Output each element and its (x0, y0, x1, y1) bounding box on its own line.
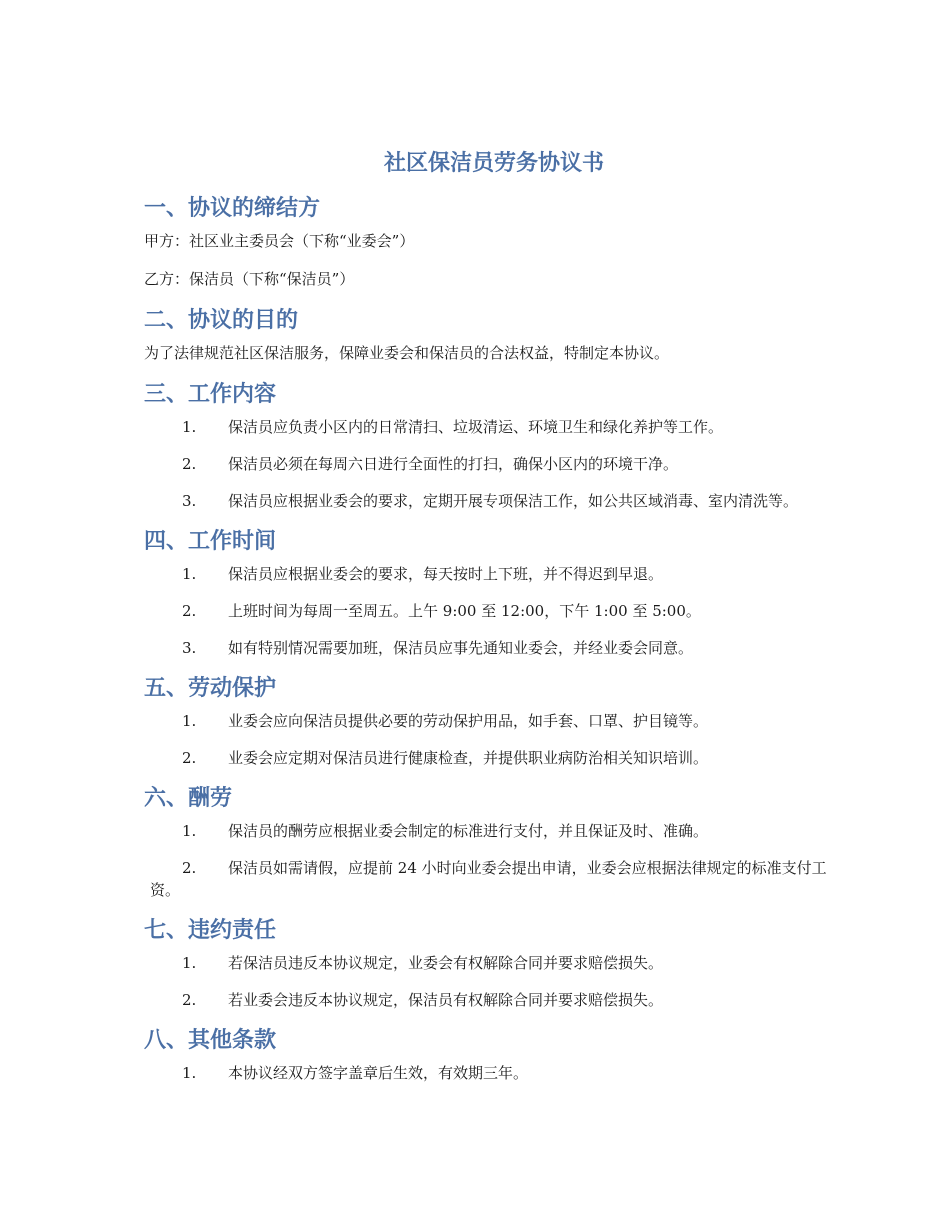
list-item (144, 952, 844, 974)
list-item-text: 业委会应定期对保洁员进行健康检查，并提供职业病防治相关知识培训。 (228, 749, 709, 767)
list-item (144, 490, 844, 512)
list-item (144, 989, 844, 1011)
list-item-text: 若保洁员违反本协议规定，业委会有权解除合同并要求赔偿损失。 (228, 954, 664, 972)
document-title: 社区保洁员劳务协议书 (383, 151, 604, 176)
section-heading: 七、违约责任 (144, 918, 277, 943)
section-heading: 八、其他条款 (144, 1028, 277, 1053)
list-item (144, 857, 844, 901)
purpose-paragraph: 为了法律规范社区保洁服务，保障业委会和保洁员的合法权益，特制定本协议。 (144, 344, 670, 362)
list-item (144, 416, 844, 438)
list-item (144, 820, 844, 842)
list-item-number: 1. (182, 1064, 197, 1082)
list-item (144, 600, 844, 622)
list-item (144, 453, 844, 475)
list-item-number: 1. (182, 712, 197, 730)
numbered-list (144, 563, 844, 659)
list-item-text: 保洁员如需请假，应提前 24 小时向业委会提出申请，业委会应根据法律规定的标准支付工资。 (150, 859, 827, 899)
list-item (144, 563, 844, 585)
list-item-text: 保洁员应根据业委会的要求，定期开展专项保洁工作，如公共区域消毒、室内清洗等。 (228, 492, 799, 510)
section-heading: 六、酬劳 (144, 786, 233, 811)
list-item-number: 1. (182, 565, 197, 583)
list-item-text: 上班时间为每周一至周五。上午 9:00 至 12:00，下午 1:00 至 5:00。 (228, 602, 701, 620)
list-item-number: 1. (182, 822, 197, 840)
numbered-list (144, 710, 844, 769)
document-page (144, 148, 844, 1099)
numbered-list (144, 1062, 844, 1084)
section-heading: 四、工作时间 (144, 529, 277, 554)
party-b-paragraph: 乙方：保洁员（下称“保洁员”） (144, 270, 355, 288)
numbered-list (144, 952, 844, 1011)
list-item-number: 2. (182, 991, 197, 1009)
list-item (144, 710, 844, 732)
list-item-text: 本协议经双方签字盖章后生效，有效期三年。 (228, 1064, 529, 1082)
list-item-number: 2. (182, 455, 197, 473)
party-a-paragraph: 甲方：社区业主委员会（下称“业委会”） (144, 232, 415, 250)
numbered-list (144, 820, 844, 901)
list-item-text: 保洁员必须在每周六日进行全面性的打扫，确保小区内的环境干净。 (228, 455, 679, 473)
list-item-text: 保洁员的酬劳应根据业委会制定的标准进行支付，并且保证及时、准确。 (228, 822, 709, 840)
list-item-text: 保洁员应根据业委会的要求，每天按时上下班，并不得迟到早退。 (228, 565, 664, 583)
list-item-number: 3. (182, 639, 197, 657)
list-item (144, 747, 844, 769)
list-item-text: 保洁员应负责小区内的日常清扫、垃圾清运、环境卫生和绿化养护等工作。 (228, 418, 724, 436)
list-item-text: 如有特别情况需要加班，保洁员应事先通知业委会，并经业委会同意。 (228, 639, 694, 657)
list-item-text: 若业委会违反本协议规定，保洁员有权解除合同并要求赔偿损失。 (228, 991, 664, 1009)
list-item-number: 1. (182, 418, 197, 436)
section-heading: 五、劳动保护 (144, 676, 277, 701)
list-item-text: 业委会应向保洁员提供必要的劳动保护用品，如手套、口罩、护目镜等。 (228, 712, 709, 730)
numbered-list (144, 416, 844, 512)
list-item-number: 1. (182, 954, 197, 972)
section-heading: 二、协议的目的 (144, 308, 299, 333)
section-heading: 一、协议的缔结方 (144, 196, 321, 221)
list-item (144, 1062, 844, 1084)
list-item (144, 637, 844, 659)
list-item-number: 2. (182, 602, 197, 620)
section-heading: 三、工作内容 (144, 382, 277, 407)
list-item-number: 2. (182, 749, 197, 767)
list-item-number: 2. (182, 859, 197, 877)
list-item-number: 3. (182, 492, 197, 510)
